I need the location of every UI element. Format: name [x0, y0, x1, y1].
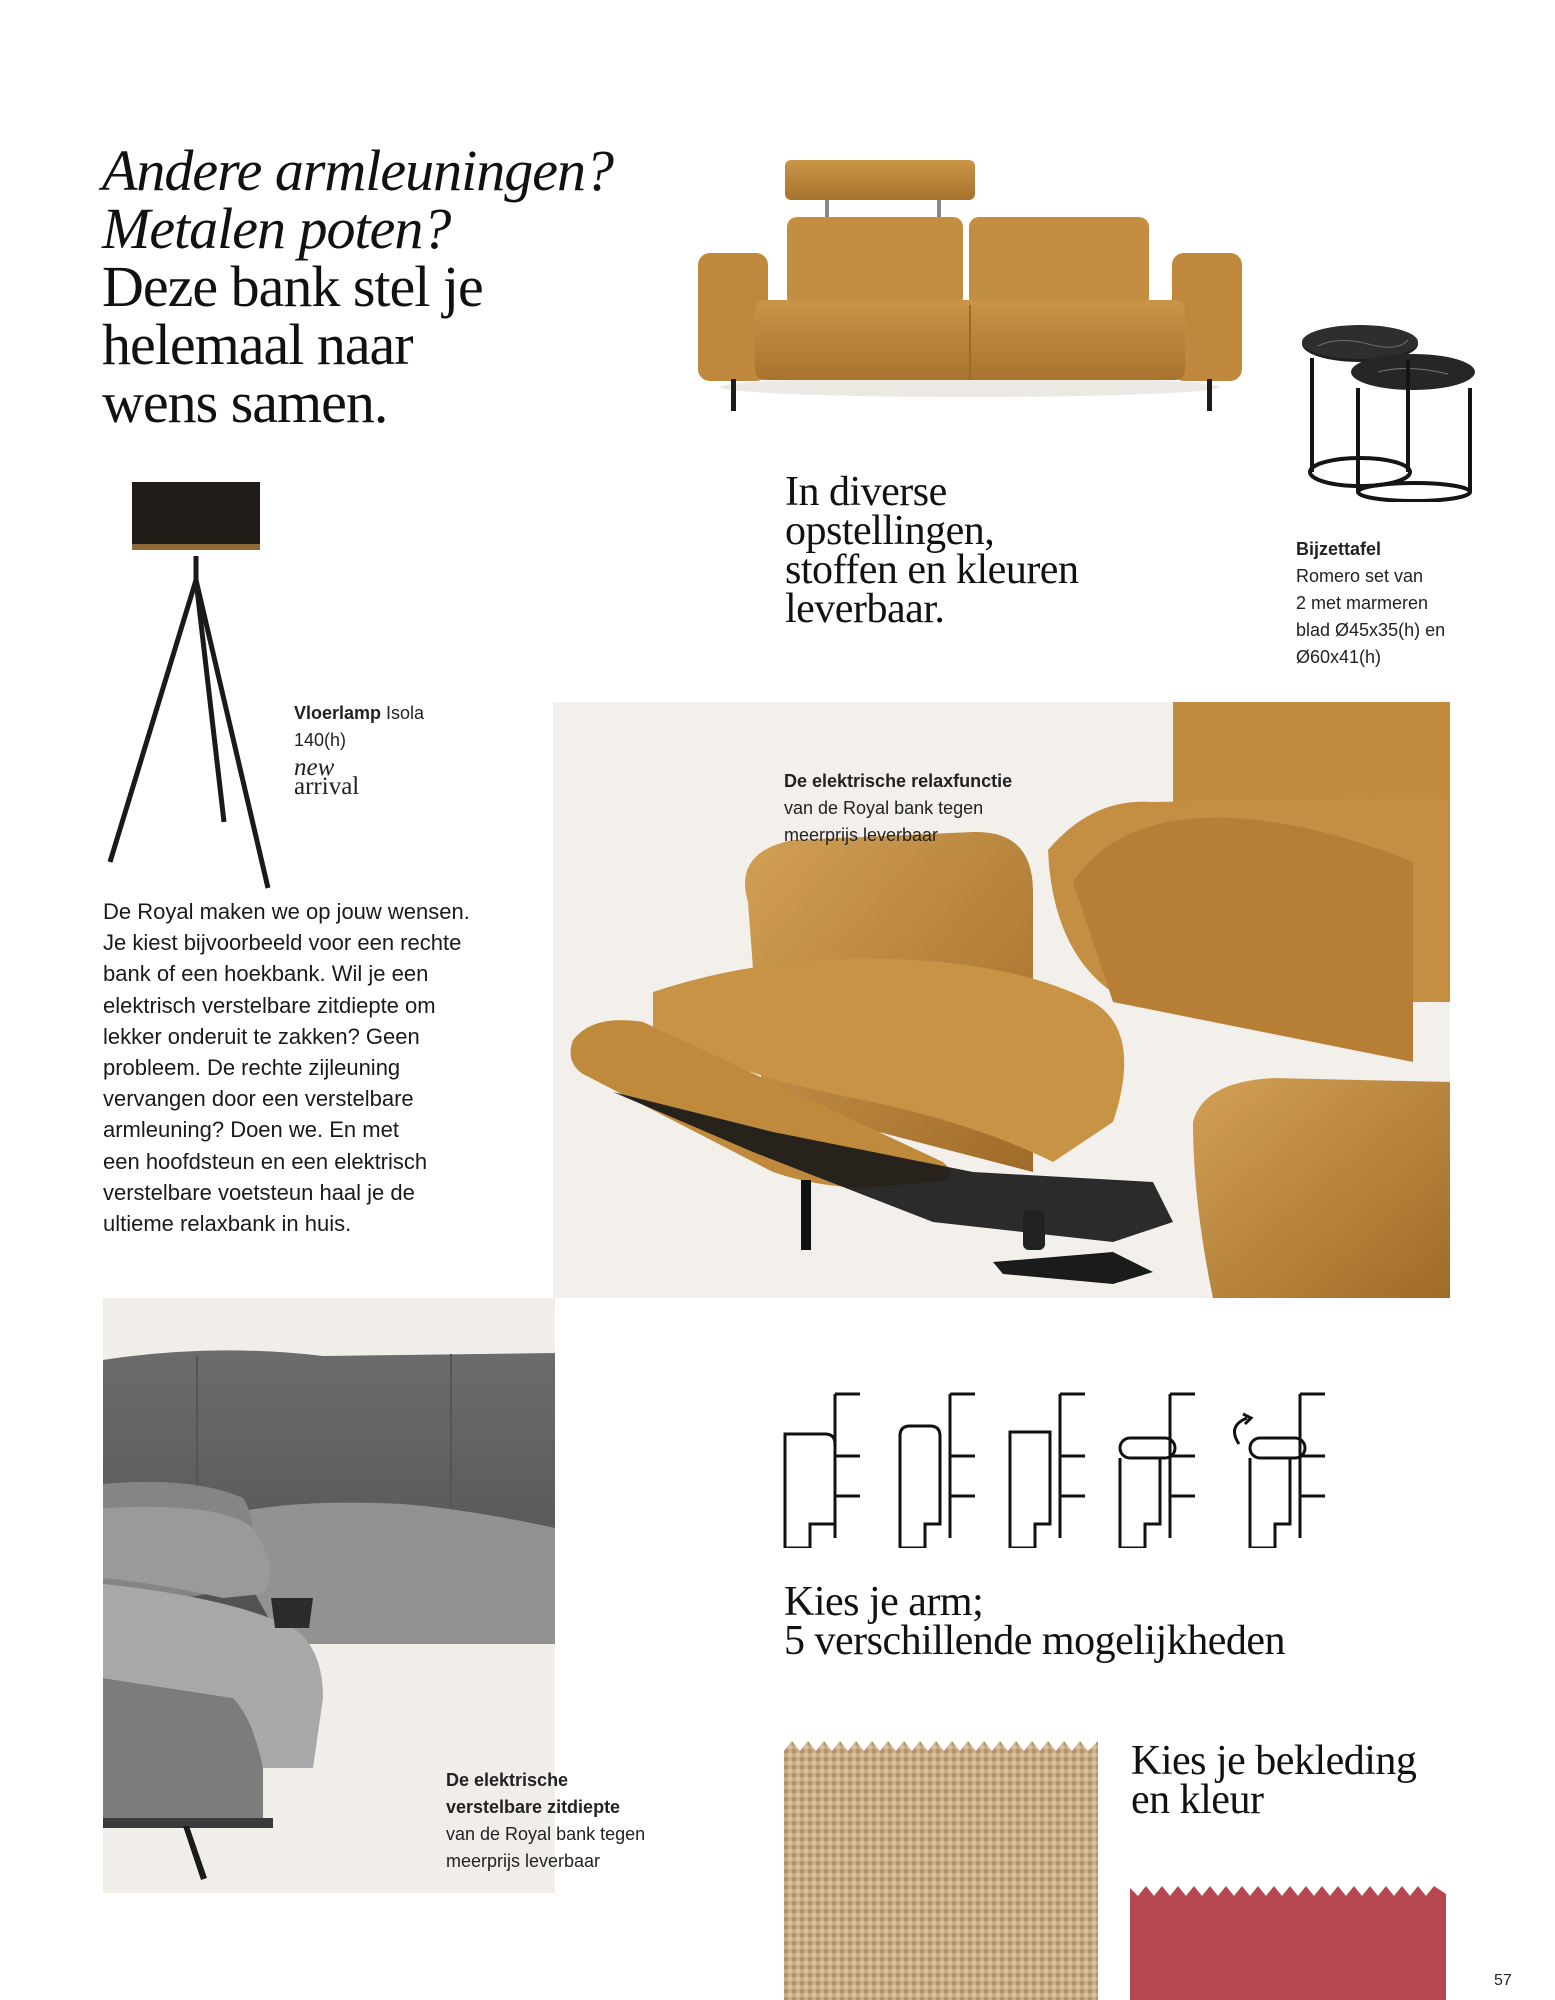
- sofa-subhead-line1: In diverse: [785, 469, 947, 515]
- headline-line5: wens samen.: [102, 370, 388, 435]
- body-line: armleuning? Doen we. En met: [103, 1117, 399, 1143]
- seat-depth-caption: [446, 1767, 706, 1875]
- headline: [102, 138, 742, 435]
- arm-options-line2: 5 verschillende mogelijkheden: [784, 1618, 1286, 1664]
- relax-caption-title: De elektrische relaxfunctie: [784, 771, 1013, 791]
- body-line: elektrisch verstelbare zitdiepte om: [103, 992, 436, 1018]
- sofa-subhead-line2: opstellingen,: [785, 508, 995, 554]
- relax-caption: [784, 768, 1124, 849]
- arm-icon-2: [900, 1394, 975, 1548]
- floor-lamp-size: 140(h): [294, 730, 347, 750]
- upholstery-heading: [1131, 1738, 1451, 1823]
- side-table-line3: blad Ø45x35(h) en: [1296, 620, 1446, 640]
- headline-italic-line1: Andere armleuningen?: [102, 138, 614, 203]
- sofa-subhead-line3: stoffen en kleuren: [785, 547, 1079, 593]
- side-table-line4: Ø60x41(h): [1296, 647, 1382, 667]
- badge-arrival: arrival: [294, 773, 360, 800]
- floor-lamp-title: Vloerlamp: [294, 703, 382, 723]
- side-table-photo: [1298, 322, 1483, 502]
- seat-depth-title-line2: verstelbare zitdiepte: [446, 1797, 621, 1817]
- upholstery-line2: en kleur: [1131, 1777, 1264, 1823]
- floor-lamp-caption: [294, 700, 494, 754]
- body-line: een hoofdsteun en een elektrisch: [103, 1148, 428, 1174]
- body-line: bank of een hoekbank. Wil je een: [103, 961, 429, 987]
- relax-caption-line1: van de Royal bank tegen: [784, 798, 984, 818]
- body-line: probleem. De rechte zijleuning: [103, 1055, 401, 1081]
- sofa-photo: [695, 155, 1245, 415]
- arm-options-heading: [784, 1579, 1344, 1664]
- body-line: ultieme relaxbank in huis.: [103, 1211, 352, 1237]
- headline-italic-line2: Metalen poten?: [102, 196, 451, 261]
- headline-line3: Deze bank stel je: [102, 254, 483, 319]
- headline-line4: helemaal naar: [102, 312, 413, 377]
- arm-icon-1: [785, 1394, 860, 1548]
- arm-icon-3: [1010, 1394, 1085, 1548]
- arm-options-icons: [780, 1388, 1340, 1548]
- side-table-line2: 2 met marmeren: [1296, 593, 1429, 613]
- sofa-subhead: [785, 469, 1225, 632]
- side-table-title: Bijzettafel: [1296, 539, 1382, 559]
- new-arrival-badge: [294, 754, 360, 800]
- red-swatch-image: [1130, 1882, 1446, 2000]
- relax-caption-line2: meerprijs leverbaar: [784, 825, 939, 845]
- body-text: [103, 896, 523, 1239]
- badge-new: new: [294, 754, 335, 781]
- arm-icon-5: [1235, 1394, 1326, 1548]
- body-line: Je kiest bijvoorbeeld voor een rechte: [103, 930, 462, 956]
- arm-icon-4: [1120, 1394, 1195, 1548]
- red-fabric-swatch: [1130, 1882, 1446, 2000]
- arm-options-line1: Kies je arm;: [784, 1579, 984, 1625]
- body-line: vervangen door een verstelbare: [103, 1086, 414, 1112]
- seat-depth-title-line1: De elektrische: [446, 1770, 569, 1790]
- side-table-line1: Romero set van: [1296, 566, 1424, 586]
- upholstery-line1: Kies je bekleding: [1131, 1738, 1417, 1784]
- floor-lamp-name: Isola: [386, 703, 425, 723]
- beige-fabric-swatch: [784, 1741, 1098, 2000]
- beige-swatch-image: [784, 1741, 1098, 2000]
- seat-depth-line1: van de Royal bank tegen: [446, 1824, 646, 1844]
- body-line: verstelbare voetsteun haal je de: [103, 1179, 415, 1205]
- body-line: lekker onderuit te zakken? Geen: [103, 1023, 420, 1049]
- floor-lamp-photo: [100, 470, 280, 890]
- body-line: De Royal maken we op jouw wensen.: [103, 899, 470, 924]
- sofa-subhead-line4: leverbaar.: [785, 586, 945, 632]
- page-number: 57: [1494, 1972, 1512, 1989]
- seat-depth-line2: meerprijs leverbaar: [446, 1851, 601, 1871]
- side-table-caption: [1296, 536, 1496, 671]
